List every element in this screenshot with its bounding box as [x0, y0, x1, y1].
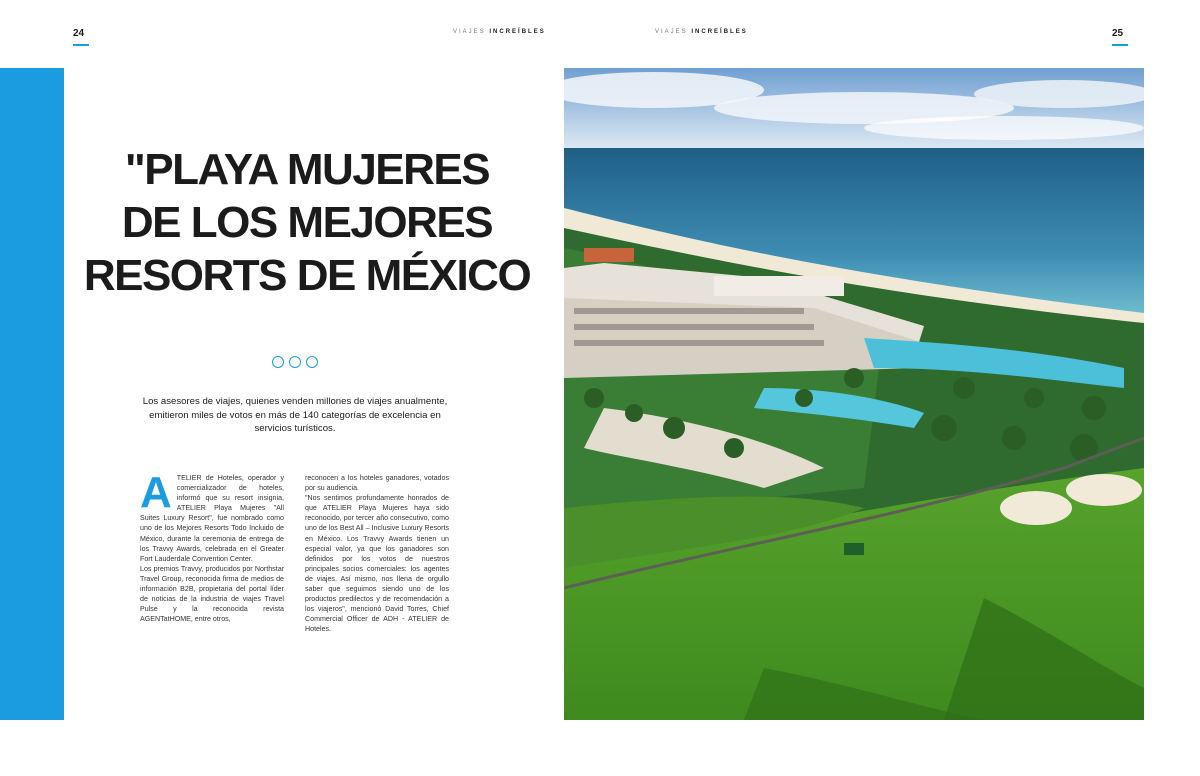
ornament-dot: [306, 356, 318, 368]
page-number-left: [73, 28, 89, 46]
resort-aerial-illustration: [564, 68, 1144, 720]
page-number-left-text: 24: [73, 28, 85, 39]
body-paragraph: reconocen a los hoteles ganadores, votados por su audiencia.: [305, 474, 449, 493]
page-number-underline: [73, 44, 89, 46]
headline-line-1: "PLAYA MUJERES: [124, 145, 490, 194]
running-head-light: VIAJES: [453, 29, 486, 35]
accent-side-bar: [0, 68, 64, 720]
body-paragraph: TELIER de Hoteles, operador y comercializador de hoteles, informó que su resort insignia, ATELIER Playa Mujeres "All Suites Luxury Resort", fue nombrado como uno de los Mejores Resorts Todo Incluido de México, durante la ceremonia de entrega de los Travvy Awards, celebrada en el Greater Fort Lauderdale Convention Center.: [140, 474, 284, 563]
running-head-right: [655, 29, 748, 35]
running-head-bold: INCREÍBLES: [691, 29, 748, 35]
running-head-left: [453, 29, 546, 35]
headline-line-2: DE LOS MEJORES: [121, 198, 493, 247]
headline-line-3: RESORTS DE MÉXICO: [83, 251, 531, 300]
article-headline: [66, 143, 548, 302]
ornament-dot: [272, 356, 284, 368]
ornament-dot: [289, 356, 301, 368]
running-head-light: VIAJES: [655, 29, 688, 35]
page-number-underline: [1112, 44, 1128, 46]
page-number-right: [1112, 28, 1128, 46]
running-head-bold: INCREÍBLES: [489, 29, 546, 35]
body-paragraph: Los premios Travvy, producidos por Northstar Travel Group, reconocida firma de medios de información B2B, propietaria del portal líder de noticias de la industria de viajes Travel Pulse y la reconocida revista AGENTatHOME, entre otros,: [140, 564, 284, 624]
drop-cap: A: [140, 468, 172, 517]
body-paragraph: "Nos sentimos profundamente honrados de que ATELIER Playa Mujeres haya sido reconocido, por tercer año consecutivo, como uno de los Best All – Inclusive Luxury Resorts en México. Los Travvy Awards tienen un especial valor, ya que los ganadores son definidos por los votos de nuestros principales socios comerciales: los agentes de viajes. Así mismo, nos llena de orgullo saber que seguimos siendo uno de los productos predilectos y de recomendación a los viajeros", mencionó David Torres, Chief Commercial Officer de ADH - ATELIER de Hoteles.: [305, 494, 449, 634]
article-lead: Los asesores de viajes, quienes venden millones de viajes anualmente, emitieron miles de votos en más de 140 categorías de excelencia en servicios turísticos.: [142, 396, 448, 434]
body-column-2: [305, 473, 449, 635]
body-column-1: [140, 468, 284, 624]
resort-aerial-photo: [564, 68, 1144, 720]
ornament-dots: [272, 356, 318, 368]
page-number-right-text: 25: [1112, 28, 1124, 39]
